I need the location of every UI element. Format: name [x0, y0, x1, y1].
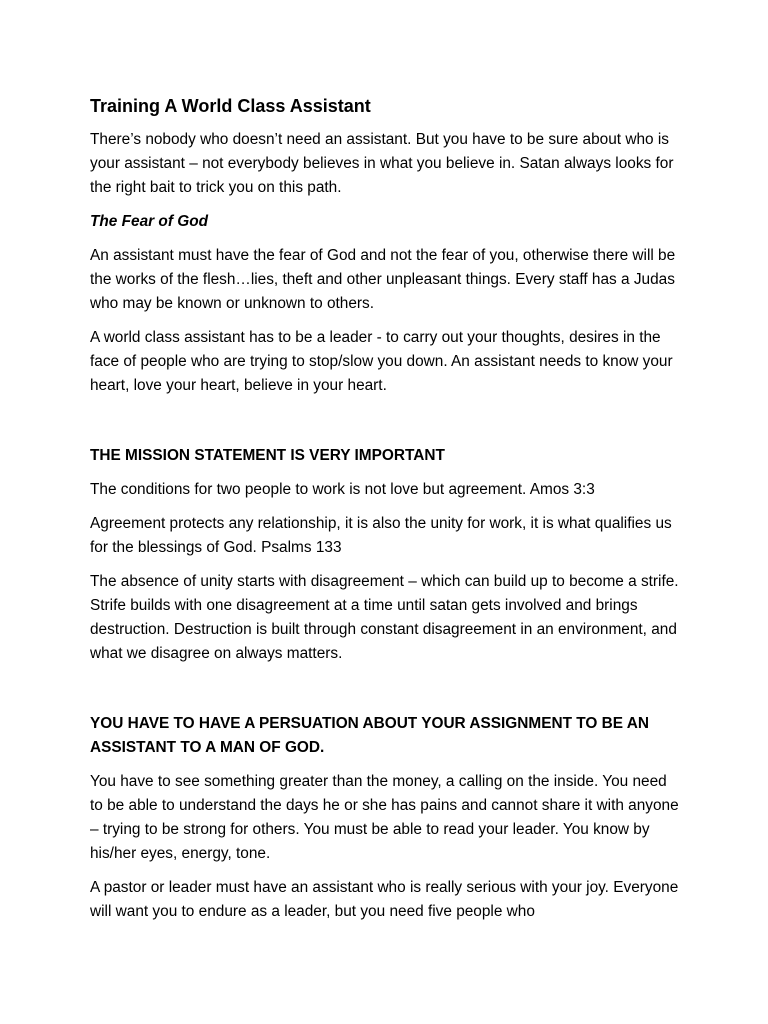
paragraph: Agreement protects any relationship, it is also the unity for work, it is what qualifies us for the blessings of God. Psalms 133 — [90, 515, 672, 556]
paragraph: An assistant must have the fear of God and not the fear of you, otherwise there will be the works of the flesh…lies, theft and other unpleasant things. Every staff has a Judas who may be known or unknown to others. — [90, 247, 676, 312]
paragraph: The conditions for two people to work is not love but agreement. Amos 3:3 — [90, 481, 595, 498]
document-page — [90, 92, 680, 934]
spacer — [90, 676, 680, 712]
spacer — [90, 408, 680, 444]
paragraph: You have to see something greater than the money, a calling on the inside. You need to be able to understand the days he or she has pains and cannot share it with anyone – trying to be strong for others. You must be able to read your leader. You know by his/her eyes, energy, tone. — [90, 773, 679, 862]
section-heading-fear-of-god: The Fear of God — [90, 213, 208, 230]
paragraph: The absence of unity starts with disagreement – which can build up to become a strife. Strife builds with one disagreement at a time until satan gets involved and brings destruction. Destruction is built through constant disagreement in an environment, and what we disagree on always matters. — [90, 573, 679, 662]
paragraph: A world class assistant has to be a leader - to carry out your thoughts, desires in the face of people who are trying to stop/slow you down. An assistant needs to know your heart, love your heart, believe in your heart. — [90, 329, 673, 394]
section-heading-persuasion: YOU HAVE TO HAVE A PERSUATION ABOUT YOUR ASSIGNMENT TO BE AN ASSISTANT TO A MAN OF GOD. — [90, 715, 649, 756]
intro-paragraph: There’s nobody who doesn’t need an assistant. But you have to be sure about who is your assistant – not everybody believes in what you believe in. Satan always looks for the right bait to trick you on this path. — [90, 131, 674, 196]
document-title: Training A World Class Assistant — [90, 96, 371, 116]
paragraph: A pastor or leader must have an assistant who is really serious with your joy. Everyone will want you to endure as a leader, but you need five people who — [90, 879, 679, 920]
section-heading-mission-statement: THE MISSION STATEMENT IS VERY IMPORTANT — [90, 447, 445, 464]
